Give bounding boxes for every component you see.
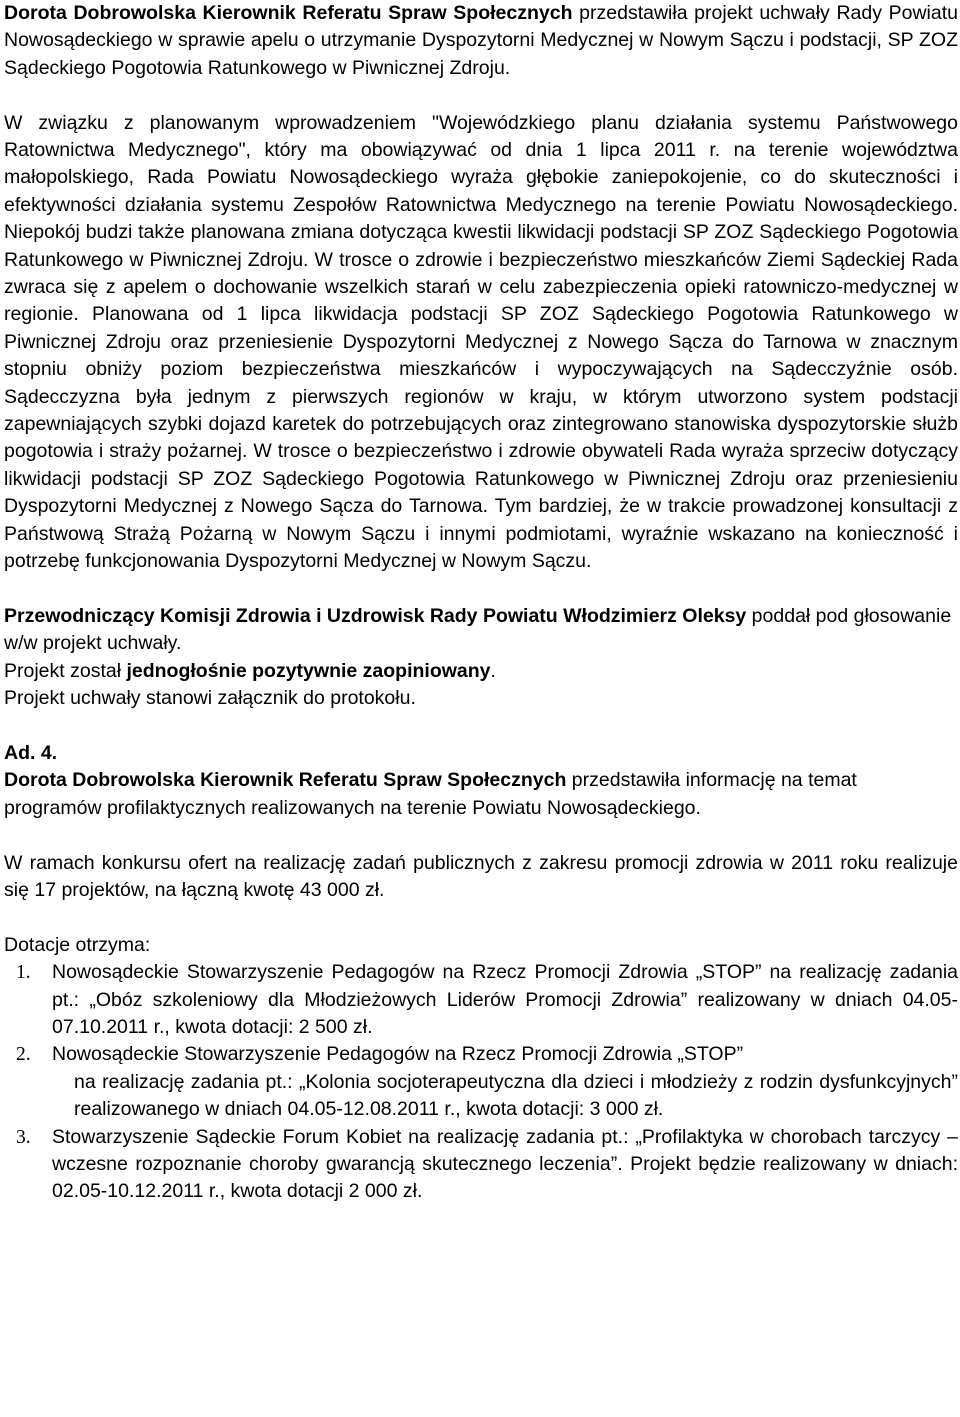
opinion-result: jednogłośnie pozytywnie zaopiniowany bbox=[126, 659, 491, 682]
speaker-name: Dorota Dobrowolska Kierownik Referatu Spraw Społecznych bbox=[4, 2, 573, 24]
opinion-prefix: Projekt został bbox=[4, 659, 127, 682]
list-item-text: Nowosądeckie Stowarzyszenie Pedagogów na Rzecz Promocji Zdrowia „STOP” na realizację zadania pt.: „Obóz szkoleniowy dla Młodzieżowych Liderów Promocji Zdrowia” realizowany w dniach 04.05-07.10.2011 r., kwota dotacji: 2 500 zł. bbox=[52, 961, 958, 1038]
chair-name: Przewodniczący Komisji Zdrowia i Uzdrowisk Rady Powiatu Włodzimierz Oleksy bbox=[4, 604, 747, 627]
paragraph-intro bbox=[4, 0, 958, 82]
paragraph-ad4 bbox=[4, 767, 958, 794]
list-item bbox=[4, 1041, 958, 1123]
paragraph-intro-text: przedstawiła projekt uchwały Rady Powiatu Nowosądeckiego w sprawie apelu o utrzymanie Dyspozytorni Medycznej w Nowym Sączu i podstacji, SP ZOZ Sądeckiego Pogotowia Ratunkowego w Piwnicznej Zdroju. bbox=[4, 2, 958, 79]
opinion-suffix: . bbox=[490, 659, 496, 682]
paragraph-ad4-text: przedstawiła informację na temat bbox=[566, 769, 857, 792]
list-item-text: na realizację zadania pt.: „Kolonia socjoterapeutyczna dla dzieci i młodzieży z rodzin dysfunkcyjnych” realizowanego w dniach 04.05-12.08.2011 r., kwota dotacji: 3 000 zł. bbox=[74, 1070, 958, 1121]
paragraph-attachment: Projekt uchwały stanowi załącznik do protokołu. bbox=[4, 687, 416, 710]
list-item-number: 3. bbox=[16, 1126, 31, 1148]
paragraph-opinion bbox=[4, 658, 958, 685]
paragraph-vote bbox=[4, 603, 958, 658]
paragraph-vote-text: poddał pod głosowanie w/w projekt uchwały. bbox=[4, 604, 952, 655]
list-item-number: 2. bbox=[16, 1044, 31, 1066]
section-heading: Ad. 4. bbox=[4, 741, 58, 764]
speaker-name-ad4: Dorota Dobrowolska Kierownik Referatu Spraw Społecznych bbox=[4, 769, 567, 792]
list-item bbox=[4, 1124, 958, 1206]
list-item-number: 1. bbox=[16, 962, 31, 984]
paragraph-appeal: W związku z planowanym wprowadzeniem "Wojewódzkiego planu działania systemu Państwowego Ratownictwa Medycznego", który ma obowiązywać od dnia 1 lipca 2011 r. na terenie województwa małopolskiego, Rada Powiatu Nowosądeckiego wyraża głębokie zaniepokojenie, co do skuteczności i efektywności działania systemu Zespołów Ratownictwa Medycznego na terenie Powiatu Nowosądeckiego. Niepokój budzi także planowana zmiana dotycząca kwestii likwidacji podstacji SP ZOZ Sądeckiego Pogotowia Ratunkowego w Piwnicznej Zdroju. W trosce o zdrowie i bezpieczeństwo mieszkańców Ziemi Sądeckiej Rada zwraca się z apelem o dochowanie wszelkich starań w celu zabezpieczenia opieki ratowniczo-medycznej w regionie. Planowana od 1 lipca likwidacja podstacji SP ZOZ Sądeckiego Pogotowia Ratunkowego w Piwnicznej Zdroju oraz przeniesienie Dyspozytorni Medycznej z Nowego Sącza do Tarnowa w znacznym stopniu obniży poziom bezpieczeństwa mieszkańców i wypoczywających na Sądecczyźnie osób. Sądecczyzna była jednym z pierwszych regionów w kraju, w którym utworzono system podstacji zapewniających szybki dojazd karetek do potrzebujących oraz zintegrowano stanowiska dyspozytorskie służb pogotowia i straży pożarnej. W trosce o bezpieczeństwo i zdrowie obywateli Rada wyraża sprzeciw dotyczący likwidacji podstacji SP ZOZ Sądeckiego Pogotowia Ratunkowego w Piwnicznej Zdroju oraz przeniesieniu Dyspozytorni Medycznej z Nowego Sącza do Tarnowa. Tym bardziej, że w trakcie prowadzonej konsultacji z Państwową Strażą Pożarną w Nowym Sączu i innymi podmiotami, wyraźnie wskazano na konieczność i potrzebę funkcjonowania Dyspozytorni Medycznej w Nowym Sączu. bbox=[4, 111, 958, 573]
list-item bbox=[4, 959, 958, 1041]
list-item-text: Stowarzyszenie Sądeckie Forum Kobiet na realizację zadania pt.: „Profilaktyka w chorobach tarczycy – wczesne rozpoznanie choroby gwarancją skutecznego leczenia”. Projekt będzie realizowany w dniach: 02.05-10.12.2011 r., kwota dotacji 2 000 zł. bbox=[52, 1125, 958, 1203]
paragraph-ad4-line2: programów profilaktycznych realizowanych na terenie Powiatu Nowosądeckiego. bbox=[4, 796, 701, 819]
grants-list bbox=[4, 959, 958, 1206]
paragraph-contest: W ramach konkursu ofert na realizację zadań publicznych z zakresu promocji zdrowia w 2011 roku realizuje się 17 projektów, na łączną kwotę 43 000 zł. bbox=[4, 851, 958, 901]
list-item-first-line: Nowosądeckie Stowarzyszenie Pedagogów na Rzecz Promocji Zdrowia „STOP” bbox=[52, 1043, 744, 1066]
list-title: Dotacje otrzyma: bbox=[4, 933, 151, 956]
